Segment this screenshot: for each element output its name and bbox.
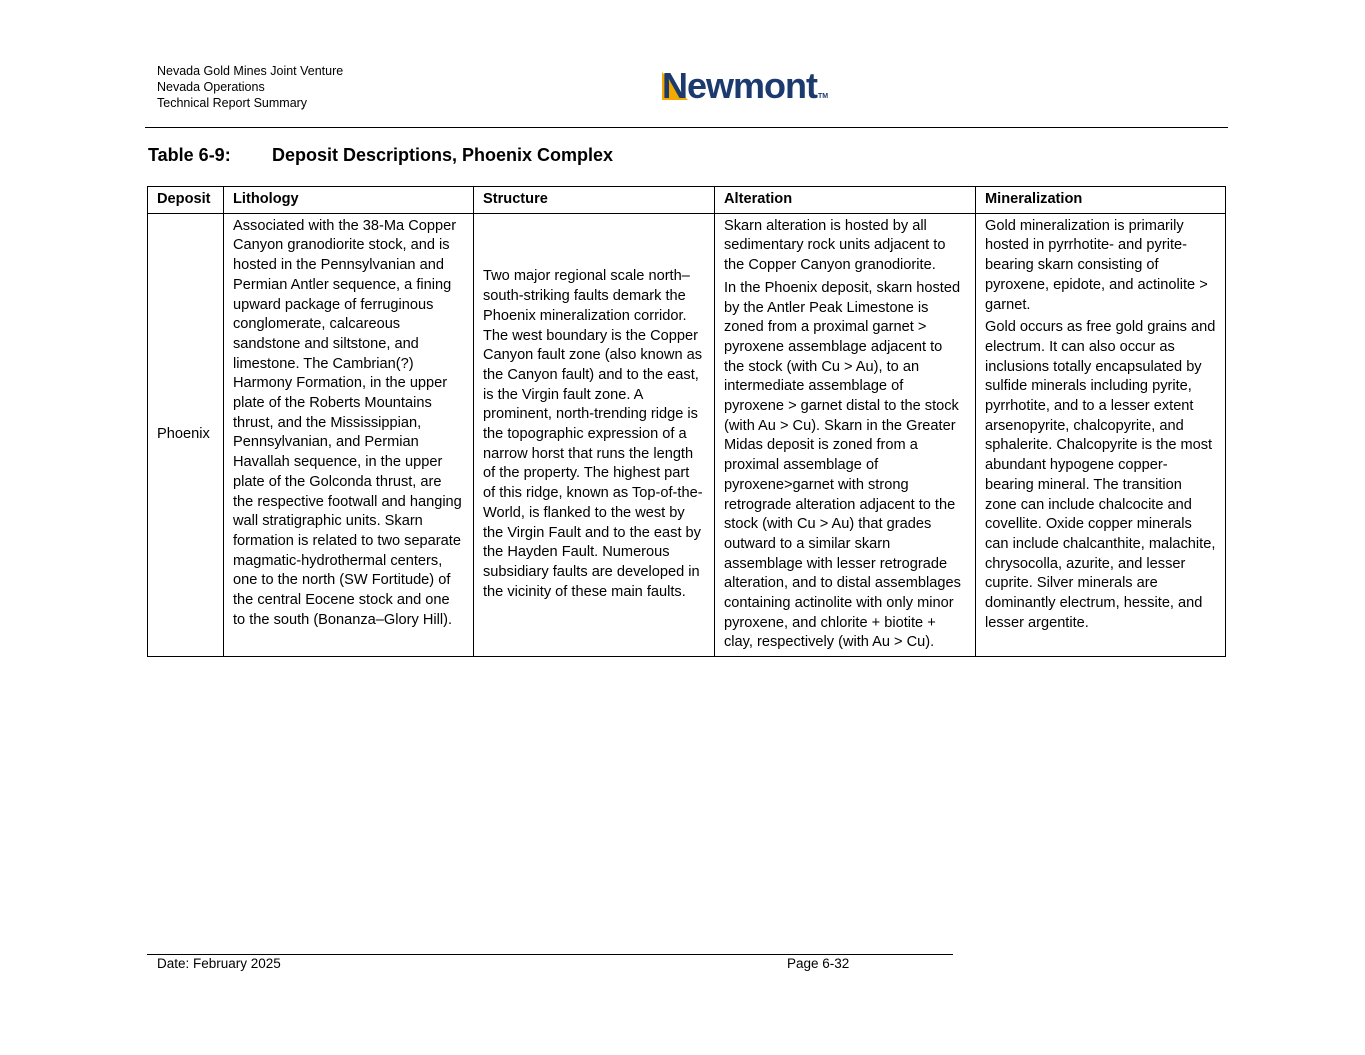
column-header-alteration: Alteration bbox=[715, 187, 976, 214]
header-line-report: Technical Report Summary bbox=[157, 96, 308, 110]
cell-deposit: Phoenix bbox=[148, 213, 224, 656]
cell-lithology: Associated with the 38-Ma Copper Canyon granodiorite stock, and is hosted in the Pennsylvanian and Permian Antler sequence, a fining upward package of ferruginous conglomerate, calcareous sandstone and siltstone, and limestone. The Cambrian(?) Harmony Formation, in the upper plate of the Roberts Mountains thrust, and the Mississippian, Pennsylvanian, and Permian Havallah sequence, in the upper plate of the Golconda thrust, are the respective footwall and hanging wall stratigraphic units. Skarn formation is related to two separate magmatic-hydrothermal centers, one to the north (SW Fortitude) of the central Eocene stock and one to the south (Bonanza–Glory Hill). bbox=[224, 213, 474, 656]
table-header-row bbox=[148, 187, 1226, 214]
alteration-paragraph: Skarn alteration is hosted by all sedimentary rock units adjacent to the Copper Canyon granodiorite. bbox=[724, 217, 946, 274]
footer-date: Date: February 2025 bbox=[157, 956, 281, 971]
footer-page-number: Page 6-32 bbox=[787, 956, 850, 971]
table-title: Deposit Descriptions, Phoenix Complex bbox=[272, 145, 614, 165]
cell-mineralization bbox=[976, 213, 1226, 656]
table-caption bbox=[148, 145, 613, 166]
logo-trademark: TM bbox=[818, 93, 829, 100]
column-header-deposit: Deposit bbox=[148, 187, 224, 214]
header-line-operations: Nevada Operations bbox=[157, 80, 265, 94]
mineralization-paragraph: Gold mineralization is primarily hosted in pyrrhotite- and pyrite-bearing skarn consisting of pyroxene, epidote, and actinolite > garnet. bbox=[985, 217, 1208, 313]
cell-alteration bbox=[715, 213, 976, 656]
cell-structure: Two major regional scale north–south-striking faults demark the Phoenix mineralization corridor. The west boundary is the Copper Canyon fault zone (also known as the Canyon fault) and to the east, is the Virgin fault zone. A prominent, north-trending ridge is the topographic expression of a narrow horst that runs the length of the property. The highest part of this ridge, known as Top-of-the-World, is flanked to the west by the Virgin Fault and to the east by the Hayden Fault. Numerous subsidiary faults are developed in the vicinity of these main faults. bbox=[474, 213, 715, 656]
newmont-logo bbox=[662, 66, 828, 117]
deposit-table bbox=[147, 186, 1226, 657]
table-number: Table 6-9: bbox=[148, 145, 231, 165]
alteration-paragraph: In the Phoenix deposit, skarn hosted by the Antler Peak Limestone is zoned from a proximal garnet > pyroxene assemblage adjacent to the stock (with Cu > Au), to an intermediate assemblage of pyroxene > garnet distal to the stock (with Au > Cu). Skarn in the Greater Midas deposit is zoned from a proximal assemblage of pyroxene>garnet with strong retrograde alteration adjacent to the stock (with Cu > Au) that grades outward to a similar skarn assemblage with lesser retrograde alteration, and to distal assemblages containing actinolite with only minor pyroxene, and chlorite + biotite + clay, respectively (with Au > Cu). bbox=[724, 279, 961, 651]
report-header bbox=[157, 63, 343, 111]
logo-wordmark: Newmont bbox=[662, 65, 817, 106]
column-header-lithology: Lithology bbox=[224, 187, 474, 214]
header-divider bbox=[145, 127, 1228, 128]
mineralization-paragraph: Gold occurs as free gold grains and electrum. It can also occur as inclusions totally encapsulated by sulfide minerals including pyrite, pyrrhotite, and to a lesser extent arsenopyrite, chalcopyrite, and sphalerite. Chalcopyrite is the most abundant hypogene copper-bearing mineral. The transition zone can include chalcocite and covellite. Oxide copper minerals can include chalcanthite, malachite, chrysocolla, azurite, and lesser cuprite. Silver minerals are dominantly electrum, hessite, and lesser argentite. bbox=[985, 319, 1216, 631]
footer-divider bbox=[147, 954, 953, 955]
column-header-mineralization: Mineralization bbox=[976, 187, 1226, 214]
column-header-structure: Structure bbox=[474, 187, 715, 214]
table-row bbox=[148, 213, 1226, 656]
header-line-company: Nevada Gold Mines Joint Venture bbox=[157, 64, 344, 78]
